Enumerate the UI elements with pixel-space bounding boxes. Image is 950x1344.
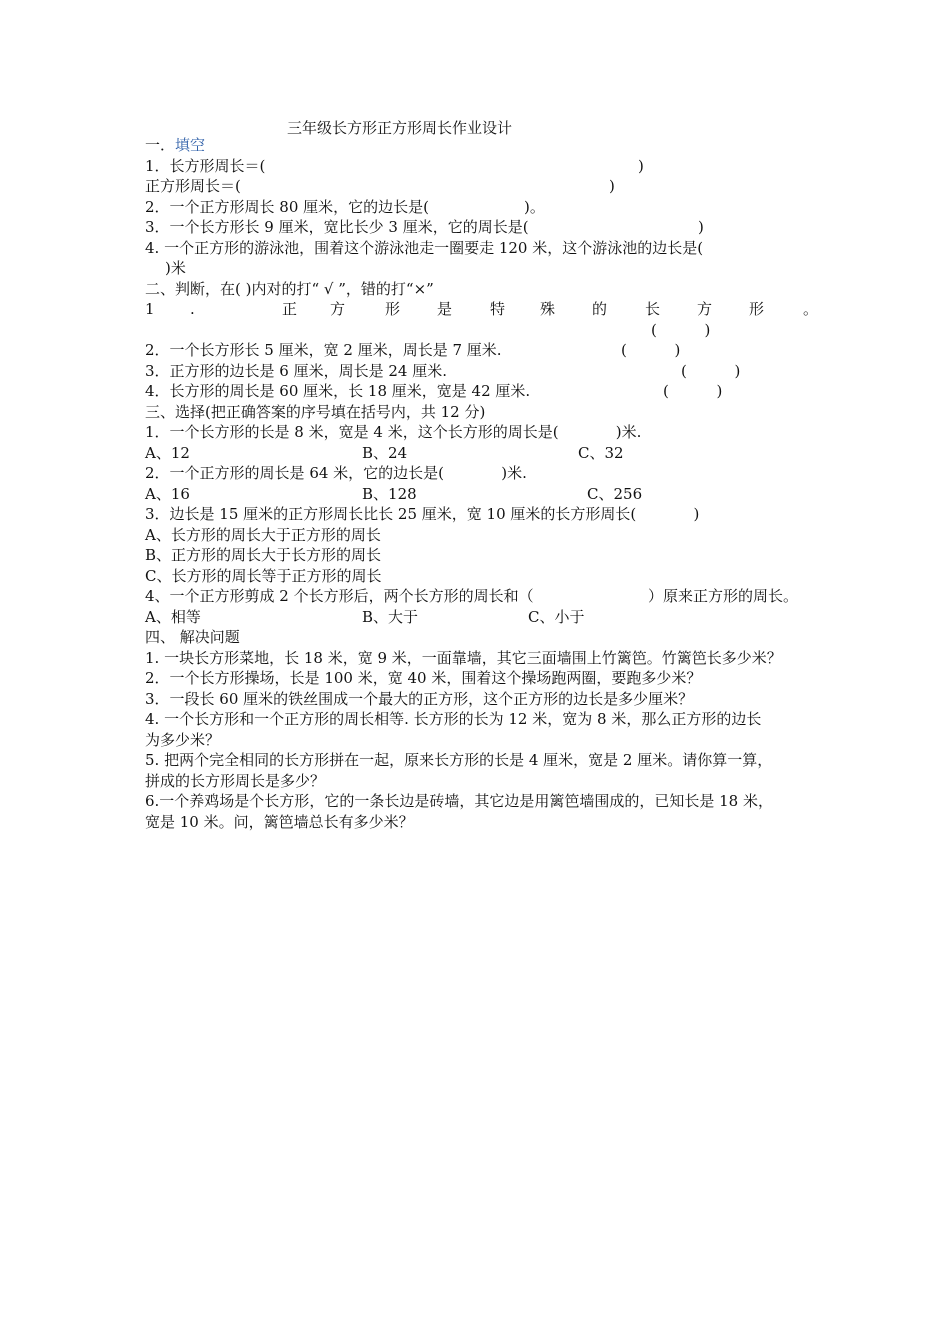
sec4-q4-line1: 4. 一个长方形和一个正方形的周长相等. 长方形的长为 12 米，宽为 8 米，那么正方形的边长 [145,710,762,728]
sec2-q1-char: 是 [437,300,453,318]
sec1-q2: 2．一个正方形周长 80 厘米，它的边长是( [145,198,430,216]
sec3-q4-option-b: B、大于 [362,608,419,626]
sec1-q3: 3．一个长方形长 9 厘米，宽比长少 3 厘米，它的周长是( [145,218,529,236]
sec3-q2-option-b: B、128 [362,485,417,503]
section-4-heading: 四、 解决问题 [145,628,240,646]
sec2-q2-paren: ( ) [621,341,681,359]
sec4-q6-line1: 6.一个养鸡场是个长方形，它的一条长边是砖墙，其它边是用篱笆墙围成的，已知长是 18 米， [145,792,773,810]
sec2-q1-char: 方 [330,300,346,318]
sec3-q3-option-a: A、长方形的周长大于正方形的周长 [145,526,381,544]
sec1-q1a-close: ) [638,157,644,175]
sec3-q2: 2．一个正方形的周长是 64 米，它的边长是( )米. [145,464,527,482]
sec3-q3: 3．边长是 15 厘米的正方形周长比长 25 厘米，宽 10 厘米的长方形周长( ) [145,505,700,523]
sec2-q3: 3．正方形的边长是 6 厘米，周长是 24 厘米. [145,362,448,380]
sec2-q1-char: 的 [592,300,608,318]
sec3-q3-option-b: B、正方形的周长大于长方形的周长 [145,546,382,564]
sec3-q2-option-a: A、16 [145,485,190,503]
sec4-q4-line2: 为多少米？ [145,731,221,749]
sec1-q1b: 正方形周长＝( [145,177,241,195]
sec4-q5-line2: 拼成的长方形周长是多少？ [145,772,326,790]
sec1-q1a: 1．长方形周长＝( [145,157,266,175]
sec2-q1-paren: ( ) [651,321,711,339]
sec3-q4-close: ）原来正方形的周长。 [648,587,799,605]
section-3-heading: 三、选择(把正确答案的序号填在括号内，共 12 分) [145,403,486,421]
sec3-q1-option-b: B、24 [362,444,408,462]
section-1-title: 填空 [175,136,206,154]
sec2-q1-char: 方 [697,300,713,318]
sec1-q4: 4. 一个正方形的游泳池，围着这个游泳池走一圈要走 120 米，这个游泳池的边长是( [145,239,704,257]
section-1-heading [145,136,205,154]
sec1-q2-close: )。 [524,198,545,216]
sec2-q1-char: 特 [490,300,506,318]
sec4-q3: 3．一段长 60 厘米的铁丝围成一个最大的正方形，这个正方形的边长是多少厘米？ [145,690,694,708]
sec3-q1-option-a: A、12 [145,444,190,462]
sec2-q1-char: 正 [282,300,298,318]
sec4-q2: 2．一个长方形操场，长是 100 米，宽 40 米，围着这个操场跑两圈，要跑多少米？ [145,669,702,687]
sec2-q1-char: 长 [645,300,661,318]
sec3-q1-option-c: C、32 [578,444,624,462]
sec3-q2-option-c: C、256 [587,485,643,503]
sec4-q1: 1. 一块长方形菜地，长 18 米，宽 9 米，一面靠墙，其它三面墙围上竹篱笆。竹篱笆长多少米？ [145,649,782,667]
section-1-number: 一． [145,136,176,154]
sec2-q2: 2．一个长方形长 5 厘米，宽 2 厘米，周长是 7 厘米. [145,341,502,359]
sec1-q4-cont: )米 [165,259,186,277]
sec1-q3-close: ) [698,218,704,236]
page-title: 三年级长方形正方形周长作业设计 [287,119,513,137]
sec2-q1-char: 殊 [540,300,556,318]
sec3-q4: 4、一个正方形剪成 2 个长方形后，两个长方形的周长和（ [145,587,534,605]
sec3-q3-option-c: C、长方形的周长等于正方形的周长 [145,567,382,585]
sec1-q1b-close: ) [609,177,615,195]
sec2-q1-char: 形 [385,300,401,318]
sec2-q4: 4．长方形的周长是 60 厘米，长 18 厘米，宽是 42 厘米. [145,382,531,400]
sec2-q4-paren: ( ) [663,382,723,400]
section-2-heading: 二、判断，在( )内对的打“ √ ”，错的打“×” [145,280,434,298]
sec4-q6-line2: 宽是 10 米。问，篱笆墙总长有多少米？ [145,813,414,831]
sec2-q3-paren: ( ) [681,362,741,380]
sec2-q1-char: 1 [145,300,155,318]
sec3-q4-option-c: C、小于 [528,608,585,626]
sec3-q4-option-a: A、相等 [145,608,201,626]
sec2-q1-char: 形 [749,300,765,318]
sec3-q1: 1．一个长方形的长是 8 米，宽是 4 米，这个长方形的周长是( )米. [145,423,642,441]
sec2-q1-char: 。 [803,300,819,318]
sec2-q1-char: . [190,300,195,318]
sec4-q5-line1: 5. 把两个完全相同的长方形拼在一起，原来长方形的长是 4 厘米，宽是 2 厘米。请你算一算， [145,751,773,769]
